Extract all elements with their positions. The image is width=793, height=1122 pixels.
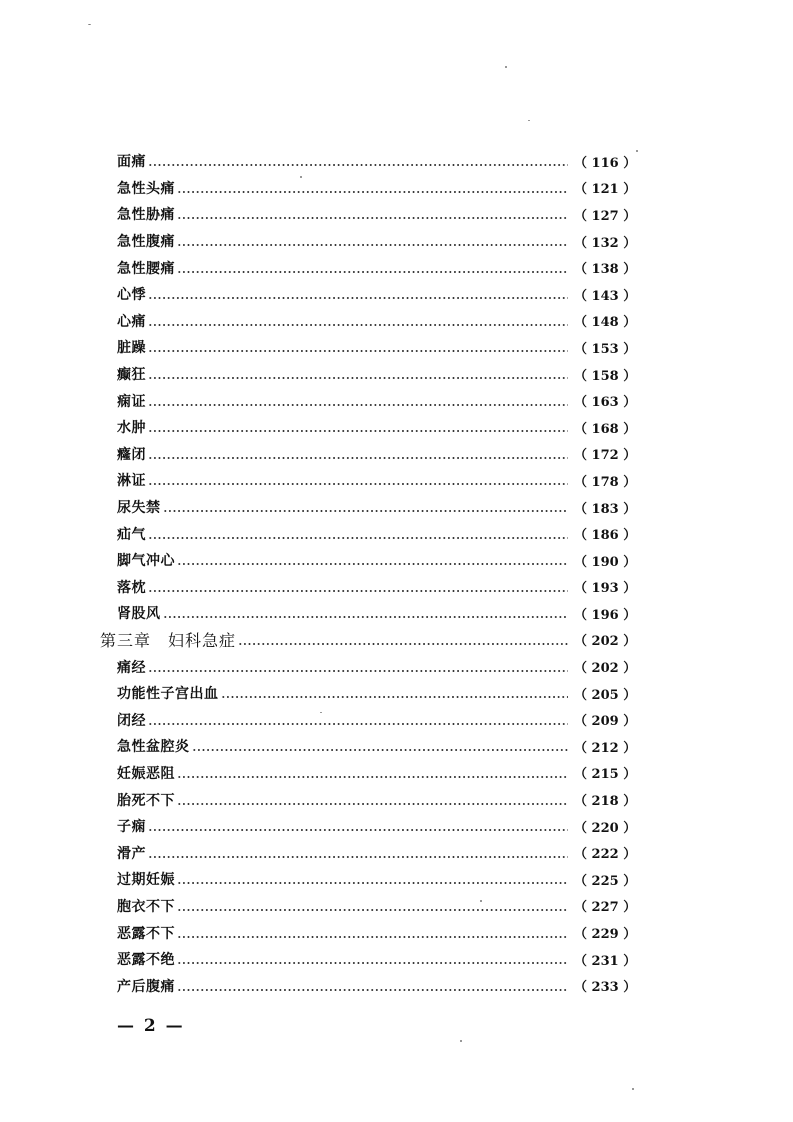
toc-page-number: （ 209 ） [574,714,637,730]
toc-page-number: （ 153 ） [574,341,637,357]
toc-page-number: （ 229 ） [574,927,637,943]
toc-title: 产后腹痛 [117,978,175,995]
toc-row [0,547,637,574]
toc-row [0,361,637,388]
toc-page-number: （ 215 ） [574,767,637,783]
toc-row [0,839,637,866]
toc-page-number: （ 148 ） [574,315,637,331]
toc-dot-leader [148,536,568,540]
toc-page-number: （ 178 ） [574,474,637,490]
toc-title: 过期妊娠 [117,872,175,889]
toc-title: 脚气冲心 [117,553,175,570]
toc-title: 急性胁痛 [117,207,175,224]
scan-speck [636,150,638,152]
toc-title: 子痫 [117,819,146,836]
toc-chapter-row [0,627,637,654]
toc-page-number: （ 158 ） [574,368,637,384]
toc-row [0,813,637,840]
toc-dot-leader [148,828,568,832]
toc-title: 恶露不绝 [117,952,175,969]
toc-row [0,786,637,813]
toc-title: 急性头痛 [117,180,175,197]
toc-dot-leader [177,961,568,965]
toc-row [0,946,637,973]
toc-row [0,201,637,228]
toc-dot-leader [177,216,568,220]
toc-dot-leader [177,243,568,247]
toc-row [0,334,637,361]
toc-page-number: （ 227 ） [574,900,637,916]
toc-row [0,972,637,999]
toc-row [0,281,637,308]
toc-dot-leader [148,722,568,726]
toc-page-number: （ 132 ） [574,235,637,251]
toc-title: 心悸 [117,287,146,304]
toc-title: 急性盆腔炎 [117,739,190,756]
toc-dot-leader [192,748,569,752]
toc-dot-leader [148,589,568,593]
scan-speck [320,712,322,713]
toc-page-number: （ 143 ） [574,288,637,304]
toc-page-number: （ 172 ） [574,448,637,464]
toc-title: 痛经 [117,659,146,676]
toc-dot-leader [177,908,568,912]
toc-row [0,733,637,760]
toc-title: 肾股风 [117,606,161,623]
toc-dot-leader [177,881,568,885]
toc-title: 胞衣不下 [117,898,175,915]
toc-row [0,387,637,414]
toc-title: 面痛 [117,154,146,171]
toc-page-number: （ 127 ） [574,208,637,224]
toc-page-number: （ 231 ） [574,953,637,969]
toc-dot-leader [177,988,568,992]
toc-page-number: （ 196 ） [574,607,637,623]
toc-row [0,919,637,946]
scan-speck [480,900,482,902]
toc-page-number: （ 138 ） [574,262,637,278]
toc-row [0,706,637,733]
toc-row [0,175,637,202]
toc-page-number: （ 222 ） [574,847,637,863]
toc-dot-leader [148,349,568,353]
toc-page-number: （ 163 ） [574,395,637,411]
toc-page-number: （ 218 ） [574,794,637,810]
scan-speck [300,176,302,178]
toc-chapter-title: 第三章 妇科急症 [100,631,237,651]
toc-page-number: （ 183 ） [574,501,637,517]
toc-row [0,760,637,787]
toc-title: 落枕 [117,579,146,596]
table-of-contents [0,148,793,999]
toc-dot-leader [148,429,568,433]
toc-title: 疝气 [117,526,146,543]
toc-dot-leader [177,802,568,806]
toc-title: 痫证 [117,393,146,410]
toc-title: 脏躁 [117,340,146,357]
toc-title: 癫狂 [117,367,146,384]
toc-dot-leader [148,163,568,167]
toc-row [0,414,637,441]
toc-title: 癃闭 [117,446,146,463]
scan-speck [505,66,507,68]
toc-dot-leader [163,509,569,513]
toc-title: 胎死不下 [117,792,175,809]
toc-page-number: （ 225 ） [574,873,637,889]
toc-dot-leader [177,190,568,194]
toc-title: 心痛 [117,313,146,330]
toc-row [0,893,637,920]
toc-row [0,441,637,468]
toc-title: 妊娠恶阻 [117,765,175,782]
toc-page-number: （ 121 ） [574,182,637,198]
toc-title: 急性腹痛 [117,234,175,251]
toc-dot-leader [177,935,568,939]
scan-speck [88,24,91,25]
toc-dot-leader [177,775,568,779]
toc-dot-leader [148,855,568,859]
toc-page-number: （ 186 ） [574,528,637,544]
toc-dot-leader [177,270,568,274]
toc-row [0,520,637,547]
scan-speck [528,120,530,121]
toc-title: 急性腰痛 [117,260,175,277]
scan-speck [632,1088,634,1090]
toc-page-number: （ 233 ） [574,980,637,996]
toc-row [0,467,637,494]
toc-title: 滑产 [117,845,146,862]
toc-row [0,574,637,601]
toc-dot-leader [177,562,568,566]
toc-dot-leader [148,376,568,380]
toc-page-number: （ 202 ） [574,634,637,650]
toc-dot-leader [163,615,569,619]
toc-row [0,494,637,521]
toc-row [0,866,637,893]
toc-row [0,308,637,335]
toc-row [0,600,637,627]
toc-page-number: （ 220 ） [574,820,637,836]
toc-dot-leader [148,669,568,673]
toc-page-number: （ 205 ） [574,687,637,703]
toc-row [0,148,637,175]
toc-page-number: （ 202 ） [574,661,637,677]
toc-page-number: （ 212 ） [574,740,637,756]
toc-title: 功能性子宫出血 [117,686,219,703]
toc-page-number: （ 193 ） [574,581,637,597]
toc-page-number: （ 168 ） [574,421,637,437]
toc-page-number: （ 116 ） [574,155,637,171]
toc-dot-leader [148,482,568,486]
toc-title: 水肿 [117,420,146,437]
toc-title: 淋证 [117,473,146,490]
toc-page-number: （ 190 ） [574,554,637,570]
toc-title: 恶露不下 [117,925,175,942]
toc-dot-leader [221,695,569,699]
toc-dot-leader [148,296,568,300]
toc-row [0,680,637,707]
scan-speck [460,1040,462,1042]
toc-dot-leader [148,456,568,460]
toc-row [0,228,637,255]
page-number: — 2 — [117,1016,185,1036]
toc-dot-leader [148,323,568,327]
toc-title: 尿失禁 [117,500,161,517]
toc-title: 闭经 [117,712,146,729]
toc-dot-leader [238,642,568,646]
toc-dot-leader [148,403,568,407]
toc-row [0,254,637,281]
toc-row [0,653,637,680]
